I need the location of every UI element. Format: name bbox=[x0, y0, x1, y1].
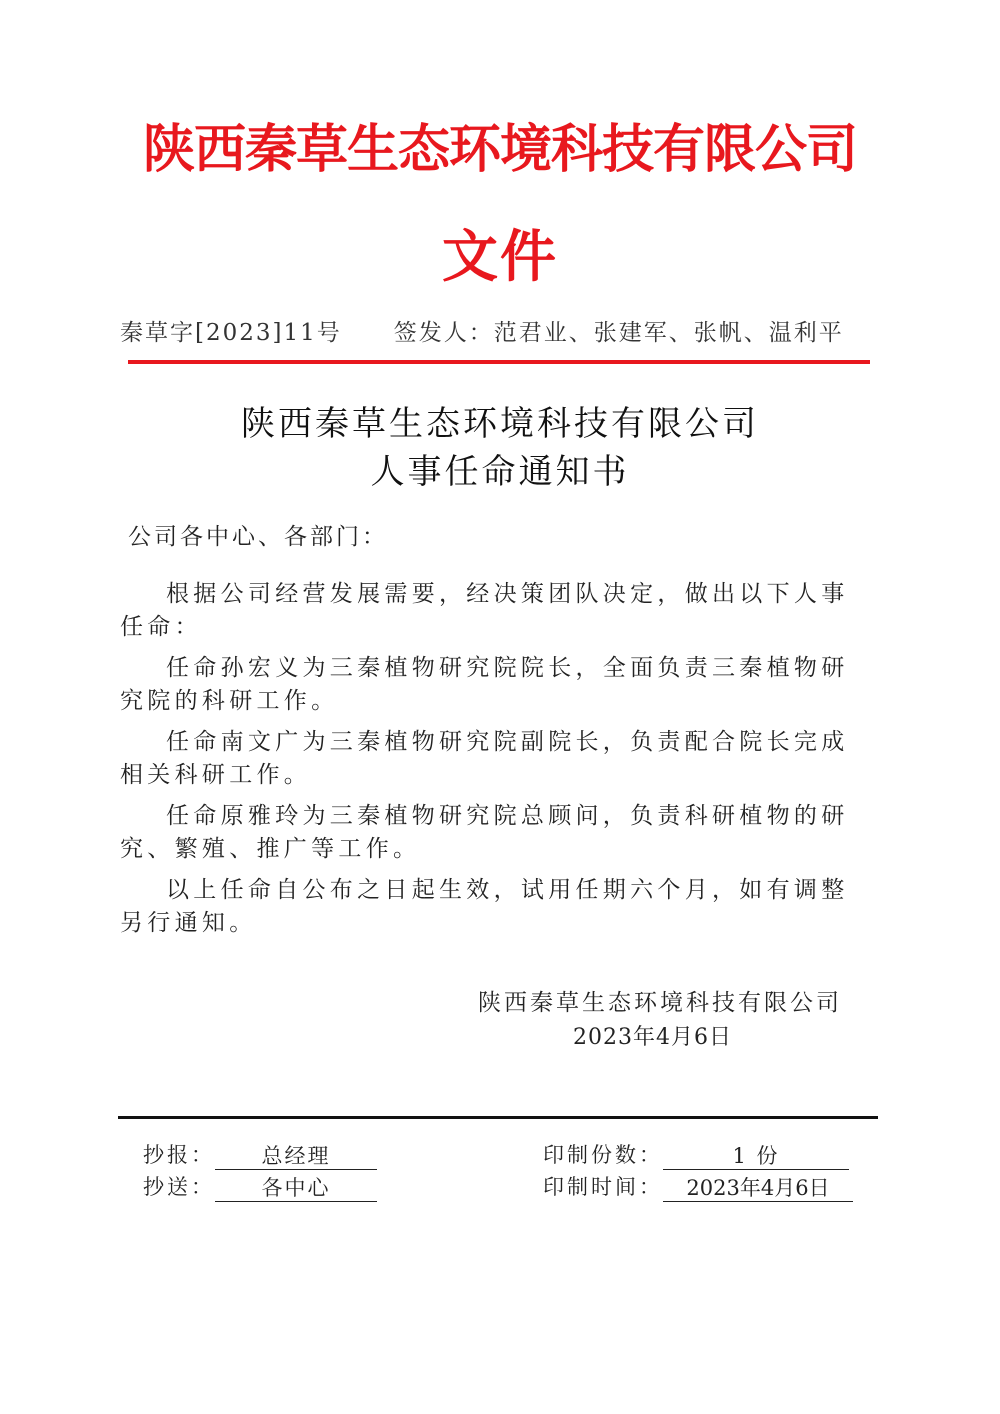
letterhead-doc-word: 文件 bbox=[442, 225, 558, 290]
send-to-value: 各中心 bbox=[215, 1175, 377, 1202]
body-paragraph: 任命原雅玲为三秦植物研究院总顾问，负责科研植物的研究、繁殖、推广等工作。 bbox=[120, 803, 849, 862]
print-time-value: 2023年4月6日 bbox=[663, 1175, 853, 1202]
print-copies-value: 1 份 bbox=[663, 1143, 849, 1170]
report-to-value: 总经理 bbox=[215, 1143, 377, 1170]
body-paragraph: 任命孙宏义为三秦植物研究院院长，全面负责三秦植物研究院的科研工作。 bbox=[120, 655, 849, 714]
body-paragraph: 根据公司经营发展需要，经决策团队决定，做出以下人事任命： bbox=[120, 581, 849, 640]
footer-send-to bbox=[143, 1172, 377, 1202]
doc-number: 秦草字[2023]11号 bbox=[120, 320, 342, 346]
issuer-names: 范君业、张建军、张帆、温利平 bbox=[493, 320, 844, 346]
footer-print-time bbox=[543, 1172, 853, 1202]
footer-report-to bbox=[143, 1140, 377, 1170]
notice-title-company: 陕西秦草生态环境科技有限公司 bbox=[241, 404, 759, 444]
red-divider bbox=[128, 360, 870, 364]
report-to-label: 抄报： bbox=[143, 1143, 215, 1167]
signature-company: 陕西秦草生态环境科技有限公司 bbox=[478, 990, 842, 1016]
body-paragraph: 以上任命自公布之日起生效，试用任期六个月，如有调整另行通知。 bbox=[120, 877, 849, 936]
notice-title: 人事任命通知书 bbox=[370, 452, 630, 492]
body-paragraph: 任命南文广为三秦植物研究院副院长，负责配合院长完成相关科研工作。 bbox=[120, 729, 849, 788]
send-to-label: 抄送： bbox=[143, 1175, 215, 1199]
footer-print-copies bbox=[543, 1140, 849, 1170]
salutation: 公司各中心、各部门： bbox=[128, 524, 388, 550]
notice-body bbox=[120, 578, 850, 948]
footer-divider bbox=[118, 1116, 878, 1119]
issuer-label: 签发人： bbox=[393, 320, 494, 346]
signature-date: 2023年4月6日 bbox=[573, 1025, 732, 1050]
print-copies-label: 印制份数： bbox=[543, 1143, 663, 1167]
print-time-label: 印制时间： bbox=[543, 1175, 663, 1199]
doc-meta-line bbox=[120, 316, 844, 350]
letterhead-company-name: 陕西秦草生态环境科技有限公司 bbox=[142, 120, 857, 180]
